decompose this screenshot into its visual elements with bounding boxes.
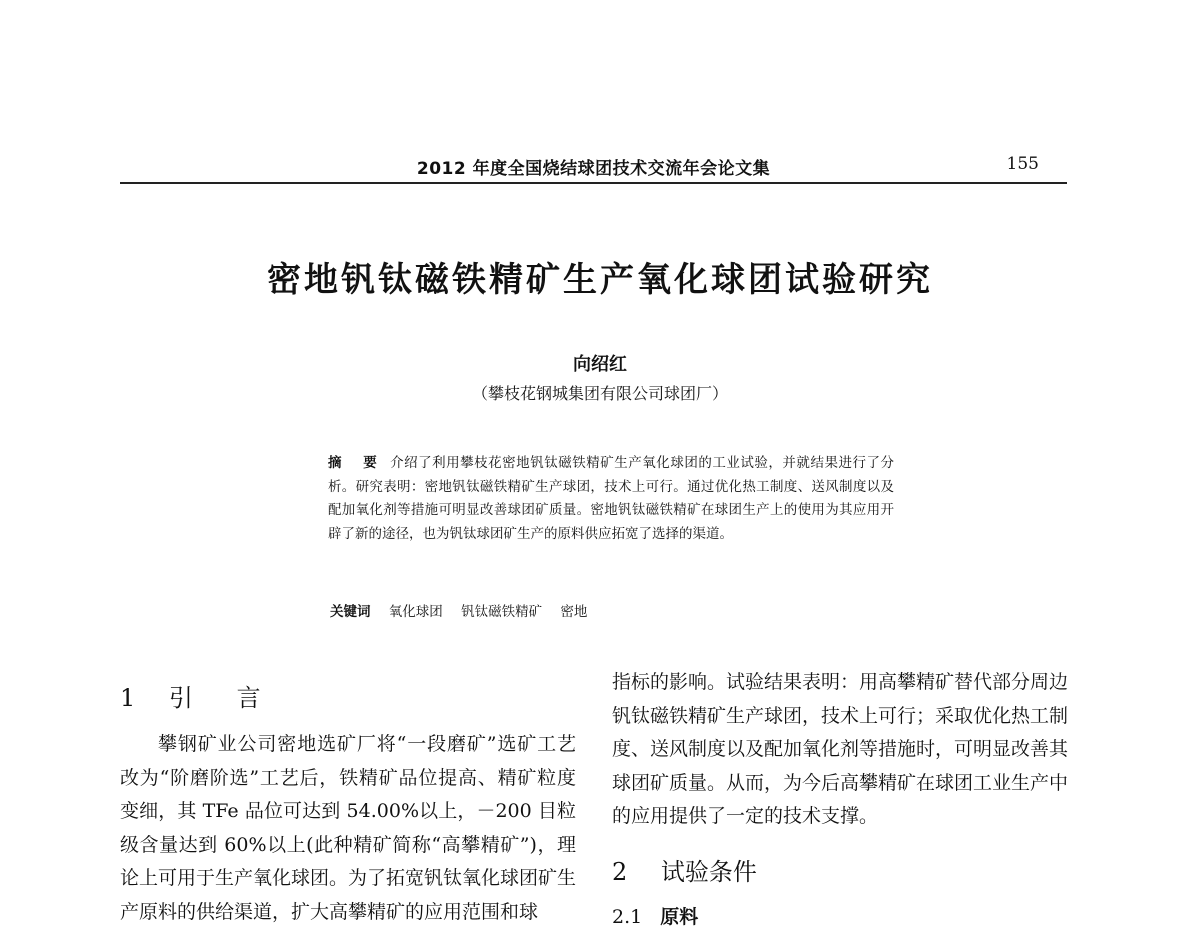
keywords-label: 关键词 [330,604,371,620]
section-title: 试验条件 [660,857,757,886]
subsection-number: 2.1 [612,905,643,928]
subsection-title: 原料 [660,905,699,928]
paper-title: 密地钒钛磁铁精矿生产氧化球团试验研究 [267,260,933,300]
section-title-char: 引 [168,684,193,712]
abstract-text: 介绍了利用攀枝花密地钒钛磁铁精矿生产氧化球团的工业试验，并就结果进行了分析。研究表明：密地钒钛磁铁精矿生产球团，技术上可行。通过优化热工制度、送风制度以及配加氧化剂等措施可明显改善球团矿质量。密地钒钛磁铁精矿在球团生产上的使用为其应用开辟了新的途径，也为钒钛球团矿生产的原料供应拓宽了选择的渠道。 [328,455,895,542]
section-number: 2 [612,857,628,886]
right-paragraph: 指标的影响。试验结果表明：用高攀精矿替代部分周边钒钛磁铁精矿生产球团，技术上可行；采取优化热工制度、送风制度以及配加氧化剂等措施时，可明显改善其球团矿质量。从而，为今后高攀精矿在球团工业生产中的应用提供了一定的技术支撑。 [612,671,1069,827]
keyword-item: 密地 [560,604,588,620]
abstract [328,452,894,546]
abstract-label: 摘 要 [328,455,386,471]
section-heading-introduction [120,676,576,720]
page-number: 155 [1006,154,1039,174]
keywords [330,600,890,620]
section-title-char: 言 [236,684,261,712]
running-header [120,152,1067,184]
author-affiliation: （攀枝花钢城集团有限公司球团厂） [471,384,728,403]
subsection-heading [612,902,1068,929]
keyword-item: 氧化球团 [388,604,443,620]
intro-paragraph: 攀钢矿业公司密地选矿厂将“一段磨矿”选矿工艺改为“阶磨阶选”工艺后，铁精矿品位提高、精矿粒度变细，其 TFe 品位可达到 54.00%以上，－200 目粒级含量达到 60%以上(此种精矿简称“高攀精矿”)，理论上可用于生产氧化球团。为了拓宽钒钛氧化球团矿生产原料的供给渠道，扩大高攀精矿的应用范围和球 [120,733,577,923]
left-column [120,676,576,929]
right-column [612,666,1068,929]
section-heading-test-conditions [612,850,1068,894]
author-name: 向绍红 [573,354,627,375]
keyword-item: 钒钛磁铁精矿 [461,604,543,620]
running-title: 2012 年度全国烧结球团技术交流年会论文集 [416,159,771,179]
section-number: 1 [120,684,136,712]
